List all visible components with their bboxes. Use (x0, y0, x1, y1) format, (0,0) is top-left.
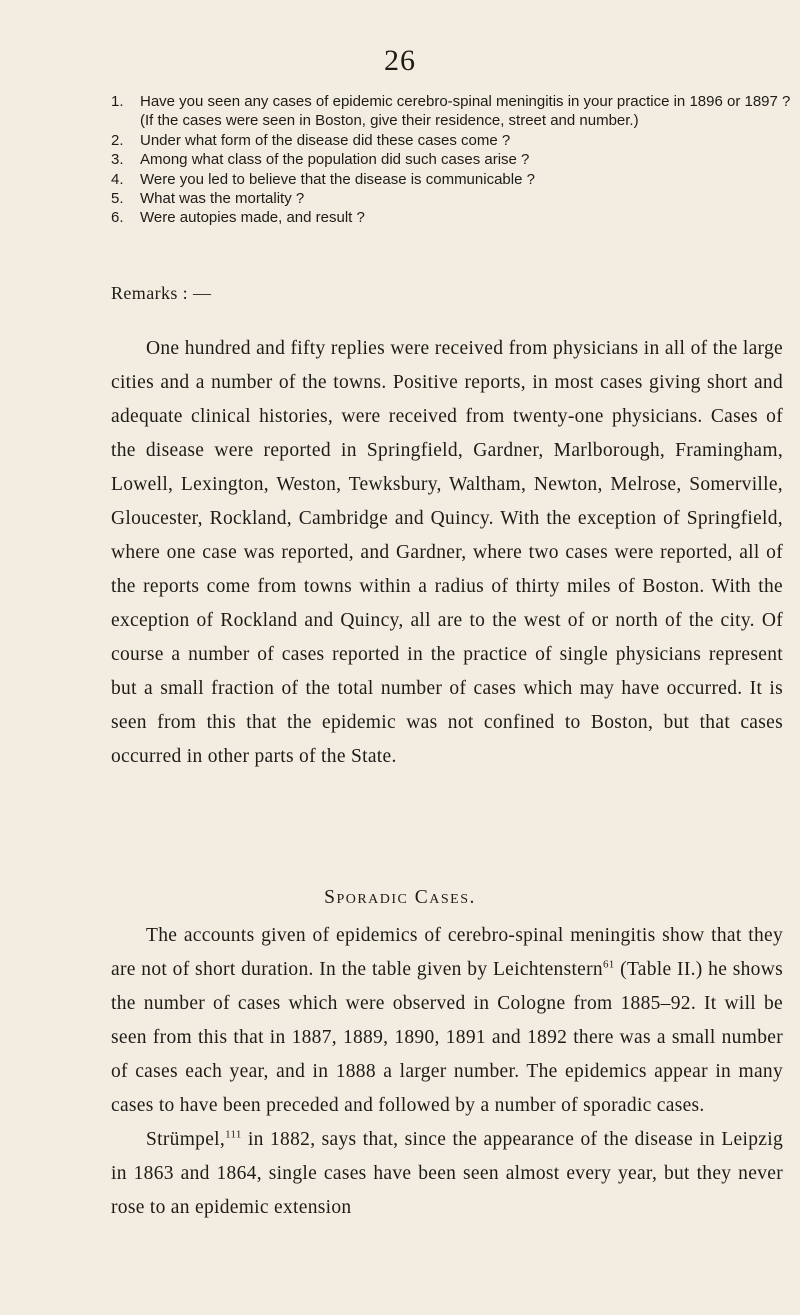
footnote-ref: 61 (602, 958, 615, 971)
question-text: Were you led to believe that the disease is communicable ? (140, 170, 535, 188)
footnote-ref: 111 (225, 1128, 242, 1141)
paragraph-strumpel (111, 1123, 783, 1225)
section-heading: Sporadic Cases. (324, 887, 476, 908)
question-text: Have you seen any cases of epidemic cerebro-spinal meningitis in your practice in 1896 or 1897 ? (If the cases were seen in Boston, give their residence, street and number.) (140, 93, 791, 130)
paragraph-text: One hundred and fifty replies were received from physicians in all of the large cities and a number of the towns. Positive reports, in most cases giving short and adequate clinical histories, were received from twenty-one physicians. Cases of the disease were reported in Springfield, Gardner, Marlborough, Framingham, Lowell, Lexington, Weston, Tewksbury, Waltham, Newton, Melrose, Somerville, Gloucester, Rockland, Cambridge and Quincy. With the exception of Springfield, where one case was reported, and Gardner, where two cases were reported, all of the reports come from towns within a radius of thirty miles of Boston. With the exception of Rockland and Quincy, all are to the west of or north of the city. Of course a number of cases reported in the practice of single physicians represent but a small fraction of the total number of cases which may have occurred. It is seen from this that the epidemic was not confined to Boston, but that cases occurred in other parts of the State. (111, 338, 783, 767)
question-item (111, 150, 791, 169)
paragraph-epidemics (111, 919, 783, 1123)
body-paragraph-replies (111, 332, 783, 774)
question-number: 6. (111, 209, 124, 227)
paragraph-text: in 1882, says that, since the appearance of the disease in Leipzig in 1863 and 1864, single cases have been seen almost every year, but they never rose to an epidemic extension (111, 1129, 783, 1218)
question-number: 4. (111, 170, 124, 188)
page-number: 26 (384, 44, 416, 77)
question-text: Among what class of the population did such cases arise ? (140, 151, 530, 169)
question-item (111, 170, 791, 189)
body-section-sporadic (111, 919, 783, 1225)
paragraph-text: The accounts given of epidemics of cerebro-spinal meningitis show that they are not of short duration. In the table given by Leichtenstern (111, 925, 783, 980)
question-number: 3. (111, 151, 124, 169)
question-number: 1. (111, 93, 124, 110)
paragraph-text: Strümpel, (146, 1129, 226, 1150)
question-item (111, 92, 791, 131)
question-number: 5. (111, 190, 124, 208)
question-item (111, 131, 791, 150)
question-number: 2. (111, 131, 124, 149)
remarks-label: Remarks : — (111, 283, 212, 303)
question-text: Were autopies made, and result ? (140, 209, 365, 227)
question-text: What was the mortality ? (140, 190, 305, 208)
question-text: Under what form of the disease did these cases come ? (140, 131, 511, 149)
questionnaire-list (111, 92, 791, 228)
question-item (111, 208, 791, 227)
question-item (111, 189, 791, 208)
paragraph-text: (Table II.) he shows the number of cases which were observed in Cologne from 1885–92. It will be seen from this that in 1887, 1889, 1890, 1891 and 1892 there was a small number of cases each year, and in 1888 a larger number. The epidemics appear in many cases to have been preceded and followed by a number of sporadic cases. (111, 959, 783, 1116)
